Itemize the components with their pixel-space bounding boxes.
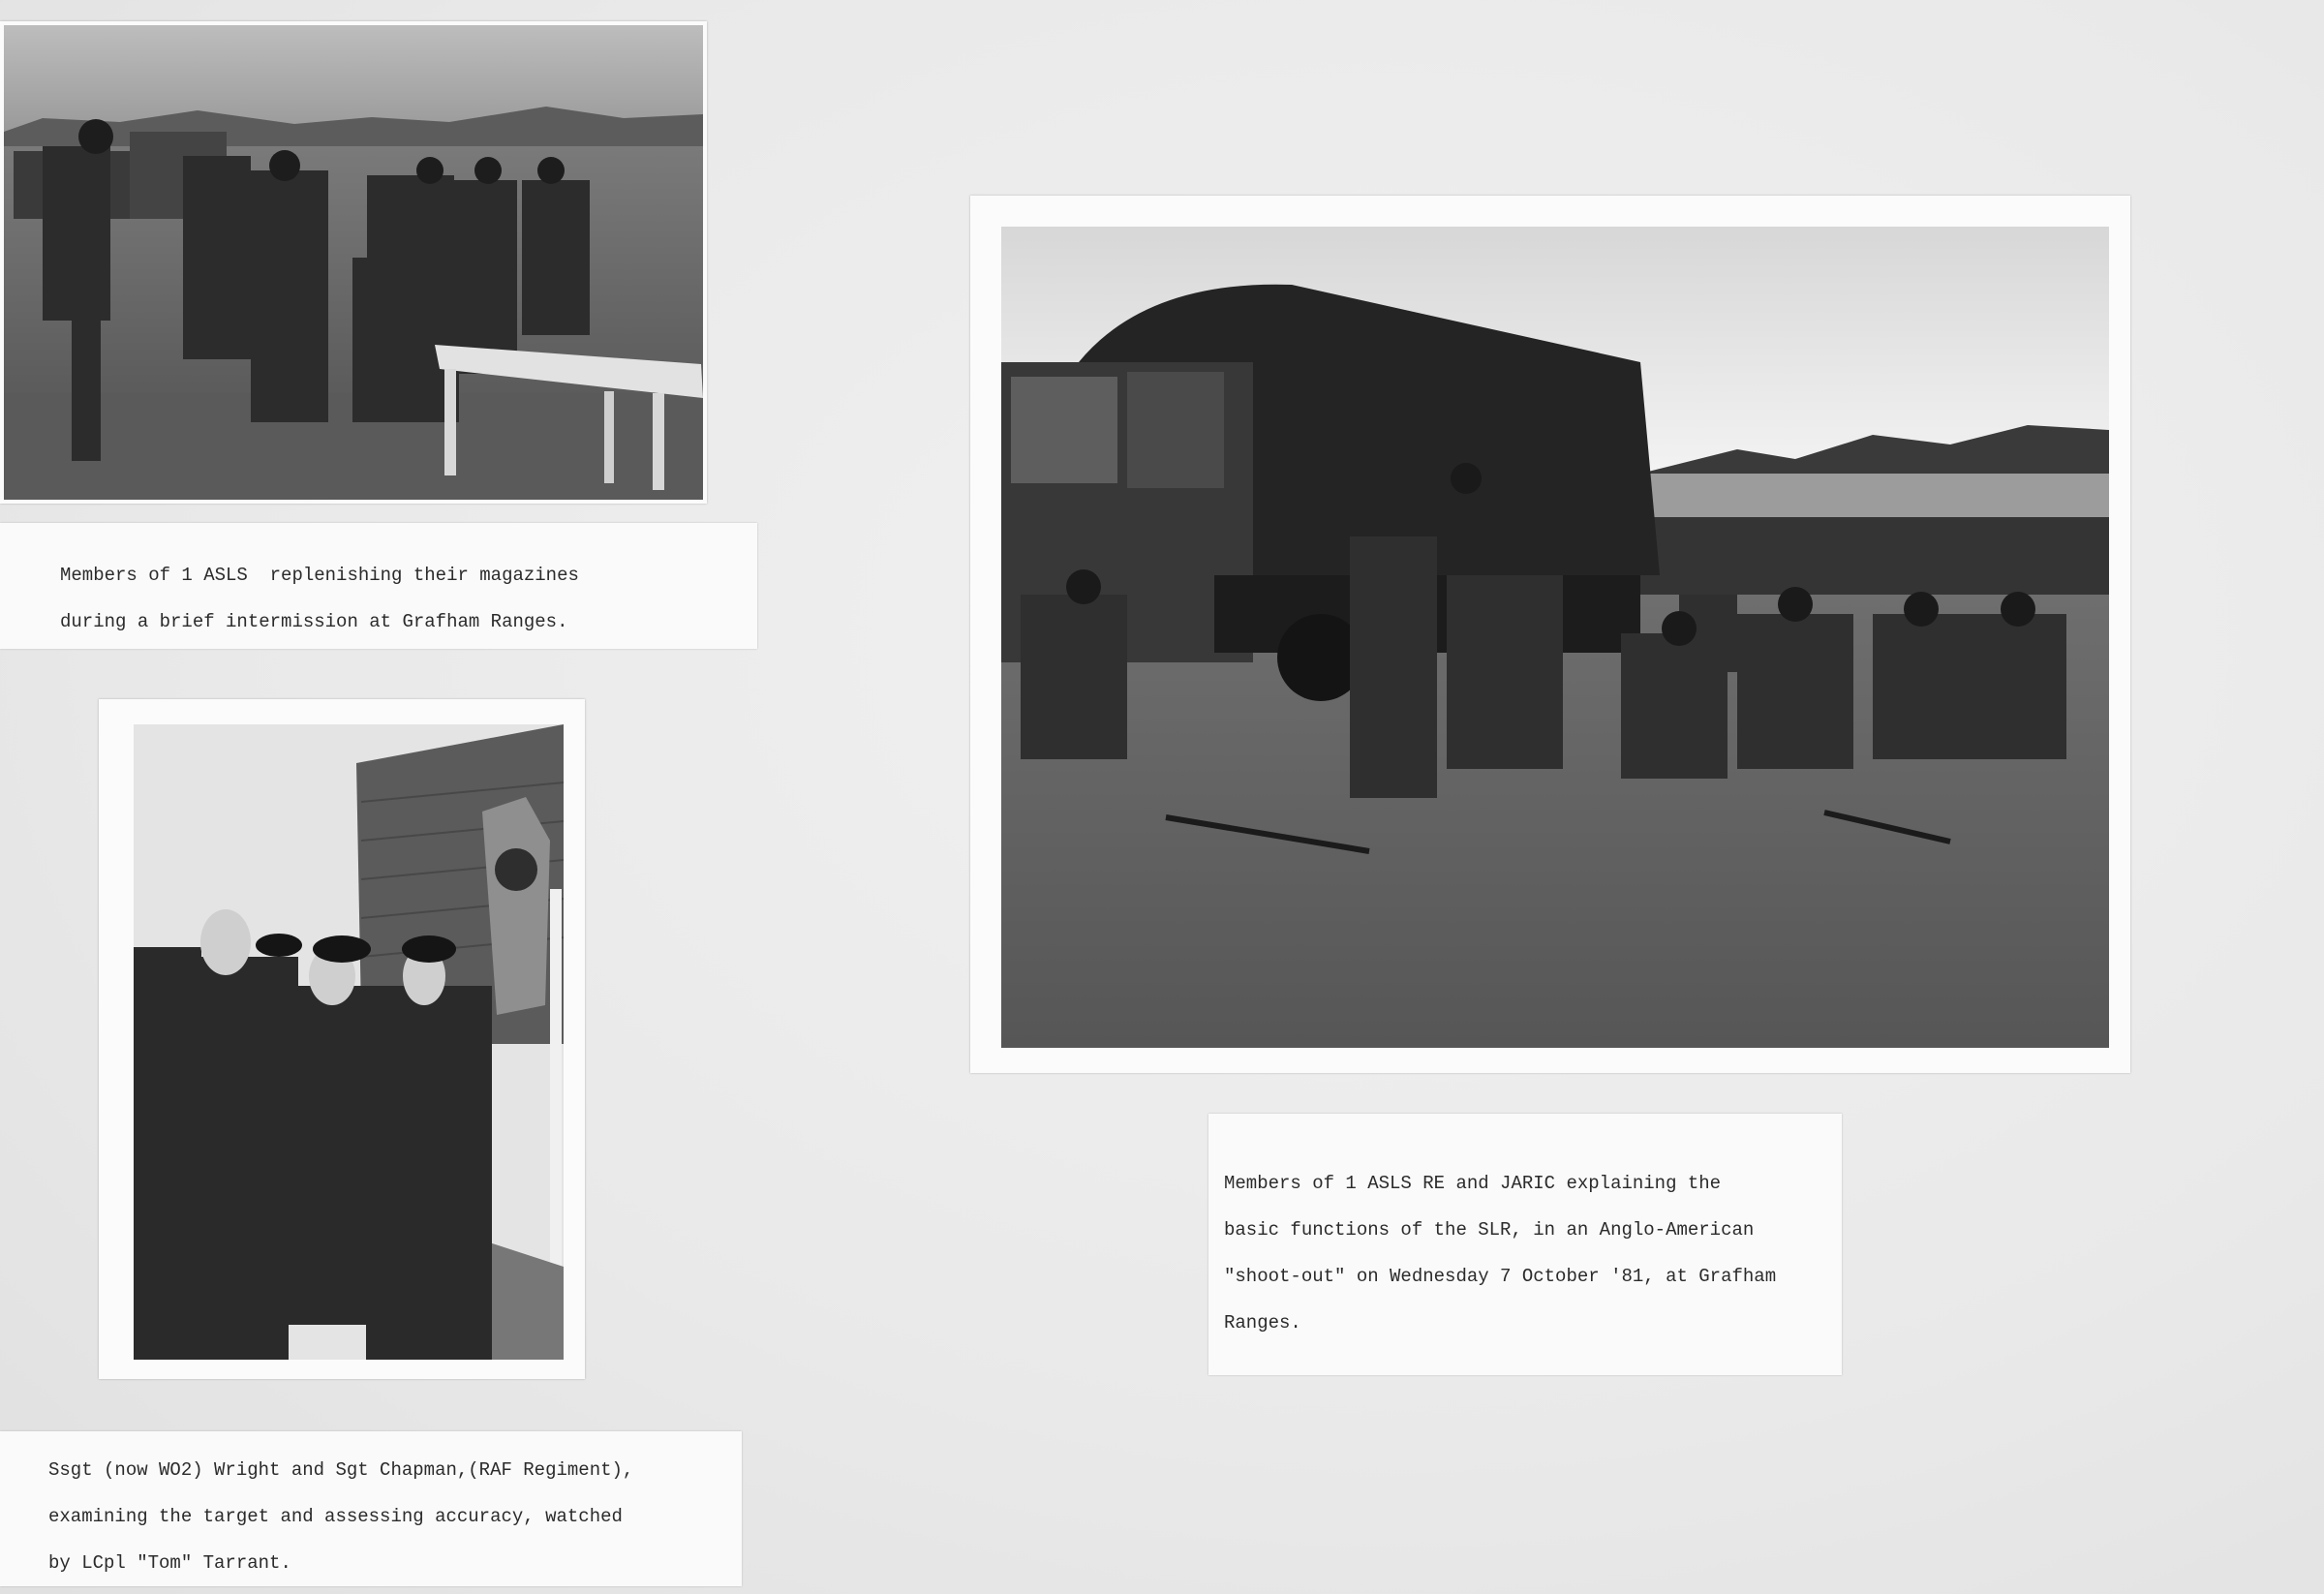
photo-soldiers-table bbox=[4, 25, 703, 500]
caption-line: Members of 1 ASLS RE and JARIC explaining the bbox=[1224, 1173, 1722, 1194]
caption-line: Ranges. bbox=[1224, 1312, 1301, 1333]
caption-card-bottom-left bbox=[0, 1431, 742, 1586]
caption-line: "shoot-out" on Wednesday 7 October '81, at Grafham bbox=[1224, 1266, 1777, 1287]
photo-truck-soldiers bbox=[1001, 227, 2109, 1048]
photo-soldiers-table-icon bbox=[4, 25, 703, 500]
caption-line: during a brief intermission at Grafham Ranges. bbox=[60, 611, 568, 632]
photo-mount-top-left bbox=[0, 21, 707, 504]
caption-line: by LCpl "Tom" Tarrant. bbox=[48, 1552, 291, 1574]
caption-card-top-left bbox=[0, 523, 757, 649]
caption-card-right bbox=[1208, 1114, 1842, 1375]
photo-soldiers-target bbox=[134, 724, 564, 1360]
caption-line: Members of 1 ASLS replenishing their magazines bbox=[60, 565, 579, 586]
photo-truck-soldiers-icon bbox=[1001, 227, 2109, 1048]
photo-mount-right bbox=[970, 196, 2130, 1073]
caption-line: Ssgt (now WO2) Wright and Sgt Chapman,(RAF Regiment), bbox=[48, 1459, 634, 1481]
caption-line: basic functions of the SLR, in an Anglo-American bbox=[1224, 1219, 1755, 1241]
caption-line: examining the target and assessing accuracy, watched bbox=[48, 1506, 623, 1527]
photo-soldiers-target-icon bbox=[134, 724, 564, 1360]
photo-mount-bottom-left bbox=[99, 699, 585, 1379]
